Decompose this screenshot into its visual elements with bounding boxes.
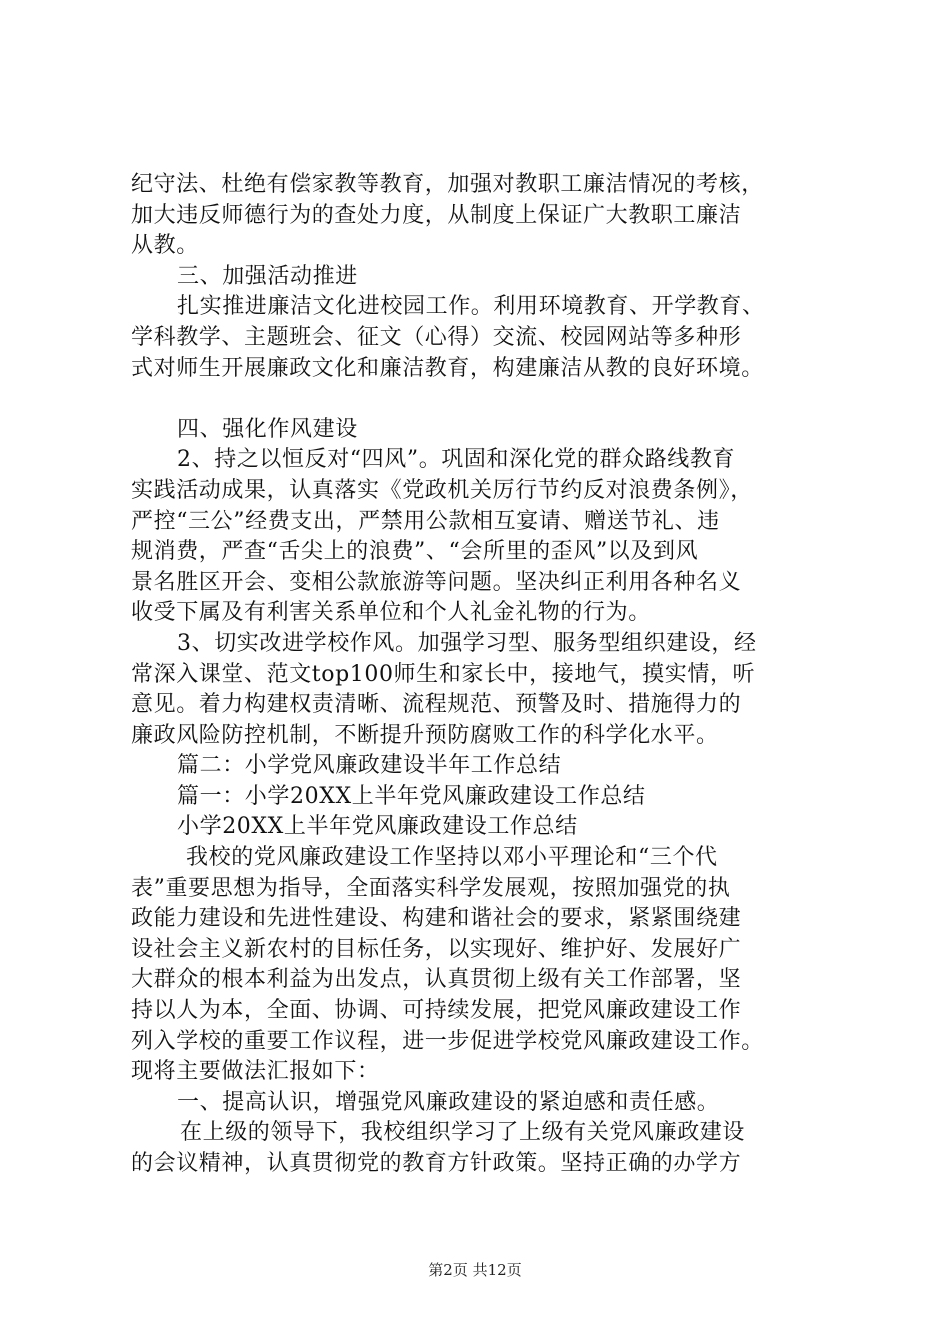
text-line: 从教。 [131,233,199,259]
text-line: 政能力建设和先进性建设、构建和谐社会的要求，紧紧围绕建 [131,906,742,932]
section-heading: 篇二：小学党风廉政建设半年工作总结 [177,753,562,779]
section-heading: 四、强化作风建设 [177,416,358,442]
text-line: 我校的党风廉政建设工作坚持以邓小平理论和“三个代 [186,845,718,871]
document-body [131,170,831,1180]
text-line: 常深入课堂、范文top100师生和家长中，接地气，摸实情，听 [131,661,756,687]
text-line: 的会议精神，认真贯彻党的教育方针政策。坚持正确的办学方 [131,1151,742,1176]
text-line: 大群众的根本利益为出发点，认真贯彻上级有关工作部署，坚 [131,967,742,993]
section-heading: 篇一：小学20XX上半年党风廉政建设工作总结 [177,783,646,809]
text-line: 加大违反师德行为的查处力度，从制度上保证广大教职工廉洁 [131,202,742,228]
page-number: 第2页 共12页 [428,1261,522,1279]
text-line: 规消费，严查“舌尖上的浪费”、“会所里的歪风”以及到风 [131,539,699,565]
text-line: 在上级的领导下，我校组织学习了上级有关党风廉政建设 [180,1120,746,1146]
text-line: 扎实推进廉洁文化进校园工作。利用环境教育、开学教育、 [177,294,765,320]
text-line: 廉政风险防控机制，不断提升预防腐败工作的科学化水平。 [131,722,719,748]
paragraph-gap [131,384,831,415]
section-heading: 一、提高认识，增强党风廉政建设的紧迫感和责任感。 [177,1089,720,1115]
text-line: 现将主要做法汇报如下： [131,1059,380,1085]
section-heading: 三、加强活动推进 [177,263,358,289]
text-line: 设社会主义新农村的目标任务，以实现好、维护好、发展好广 [131,936,742,962]
document-title: 小学20XX上半年党风廉政建设工作总结 [177,814,578,840]
text-line: 实践活动成果，认真落实《党政机关厉行节约反对浪费条例》， [131,477,753,503]
text-line: 表”重要思想为指导，全面落实科学发展观，按照加强党的执 [131,875,731,901]
text-line: 纪守法、杜绝有偿家教等教育，加强对教职工廉洁情况的考核， [131,172,764,197]
text-line: 意见。着力构建权责清晰、流程规范、预警及时、措施得力的 [131,692,742,718]
text-line: 列入学校的重要工作议程，进一步促进学校党风廉政建设工作。 [131,1028,764,1054]
text-line: 学科教学、主题班会、征文（心得）交流、校园网站等多种形 [131,324,742,350]
text-line: 收受下属及有利害关系单位和个人礼金礼物的行为。 [131,600,651,626]
text-line: 景名胜区开会、变相公款旅游等问题。坚决纠正利用各种名义 [131,569,742,595]
text-line: 2、持之以恒反对“四风”。巩固和深化党的群众路线教育 [177,447,736,473]
text-line: 3、切实改进学校作风。加强学习型、服务型组织建设，经 [177,630,757,656]
text-line: 式对师生开展廉政文化和廉洁教育，构建廉洁从教的良好环境。 [131,355,764,381]
text-line: 严控“三公”经费支出，严禁用公款相互宴请、赠送节礼、违 [131,508,720,534]
text-line: 持以人为本，全面、协调、可持续发展，把党风廉政建设工作 [131,998,742,1024]
